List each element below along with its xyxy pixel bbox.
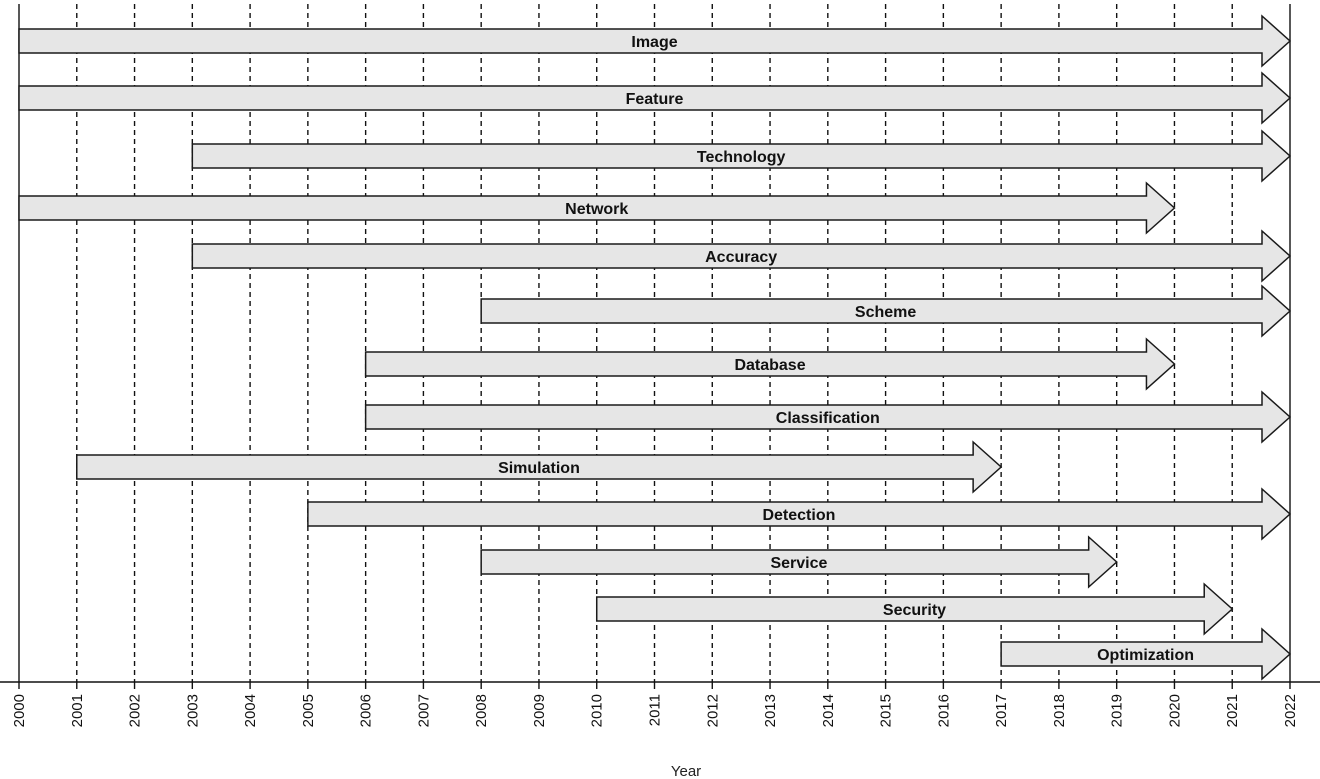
arrow-label-database: Database [734,357,806,374]
arrow-label-classification: Classification [775,410,880,427]
arrow-label-feature: Feature [625,91,684,108]
tick-label-2021: 2021 [1224,694,1242,728]
tick-label-2015: 2015 [877,694,895,728]
tick-label-2019: 2019 [1108,694,1126,728]
tick-label-2000: 2000 [11,694,28,728]
arrow-label-simulation: Simulation [498,460,580,477]
arrow-label-optimization: Optimization [1097,647,1195,664]
tick-label-2018: 2018 [1050,694,1068,728]
tick-label-2008: 2008 [473,694,491,728]
arrow-label-service: Service [770,555,828,572]
arrow-label-scheme: Scheme [854,304,917,321]
tick-label-2011: 2011 [646,694,664,727]
arrow-label-detection: Detection [762,507,836,524]
arrow-label-security: Security [882,602,947,619]
tick-label-2005: 2005 [299,694,317,728]
arrow-label-technology: Technology [696,149,786,166]
tick-label-2014: 2014 [819,694,837,728]
arrow-label-accuracy: Accuracy [705,249,778,266]
tick-label-2010: 2010 [588,694,606,728]
tick-label-2016: 2016 [935,694,953,728]
arrow-label-network: Network [565,201,629,218]
tick-label-2002: 2002 [126,694,144,728]
tick-label-2013: 2013 [762,694,780,728]
arrow-label-image: Image [631,34,678,51]
tick-label-2020: 2020 [1166,694,1184,728]
tick-label-2022: 2022 [1282,694,1299,728]
tick-label-2001: 2001 [68,694,86,728]
tick-label-2006: 2006 [357,694,375,728]
tick-label-2017: 2017 [993,694,1011,728]
tick-label-2009: 2009 [530,694,548,728]
tick-label-2004: 2004 [242,694,260,728]
x-axis-title: Year [670,763,702,779]
tick-label-2003: 2003 [184,694,202,728]
x-axis [0,682,1320,727]
tick-label-2007: 2007 [415,694,433,728]
tick-label-2012: 2012 [704,694,722,728]
